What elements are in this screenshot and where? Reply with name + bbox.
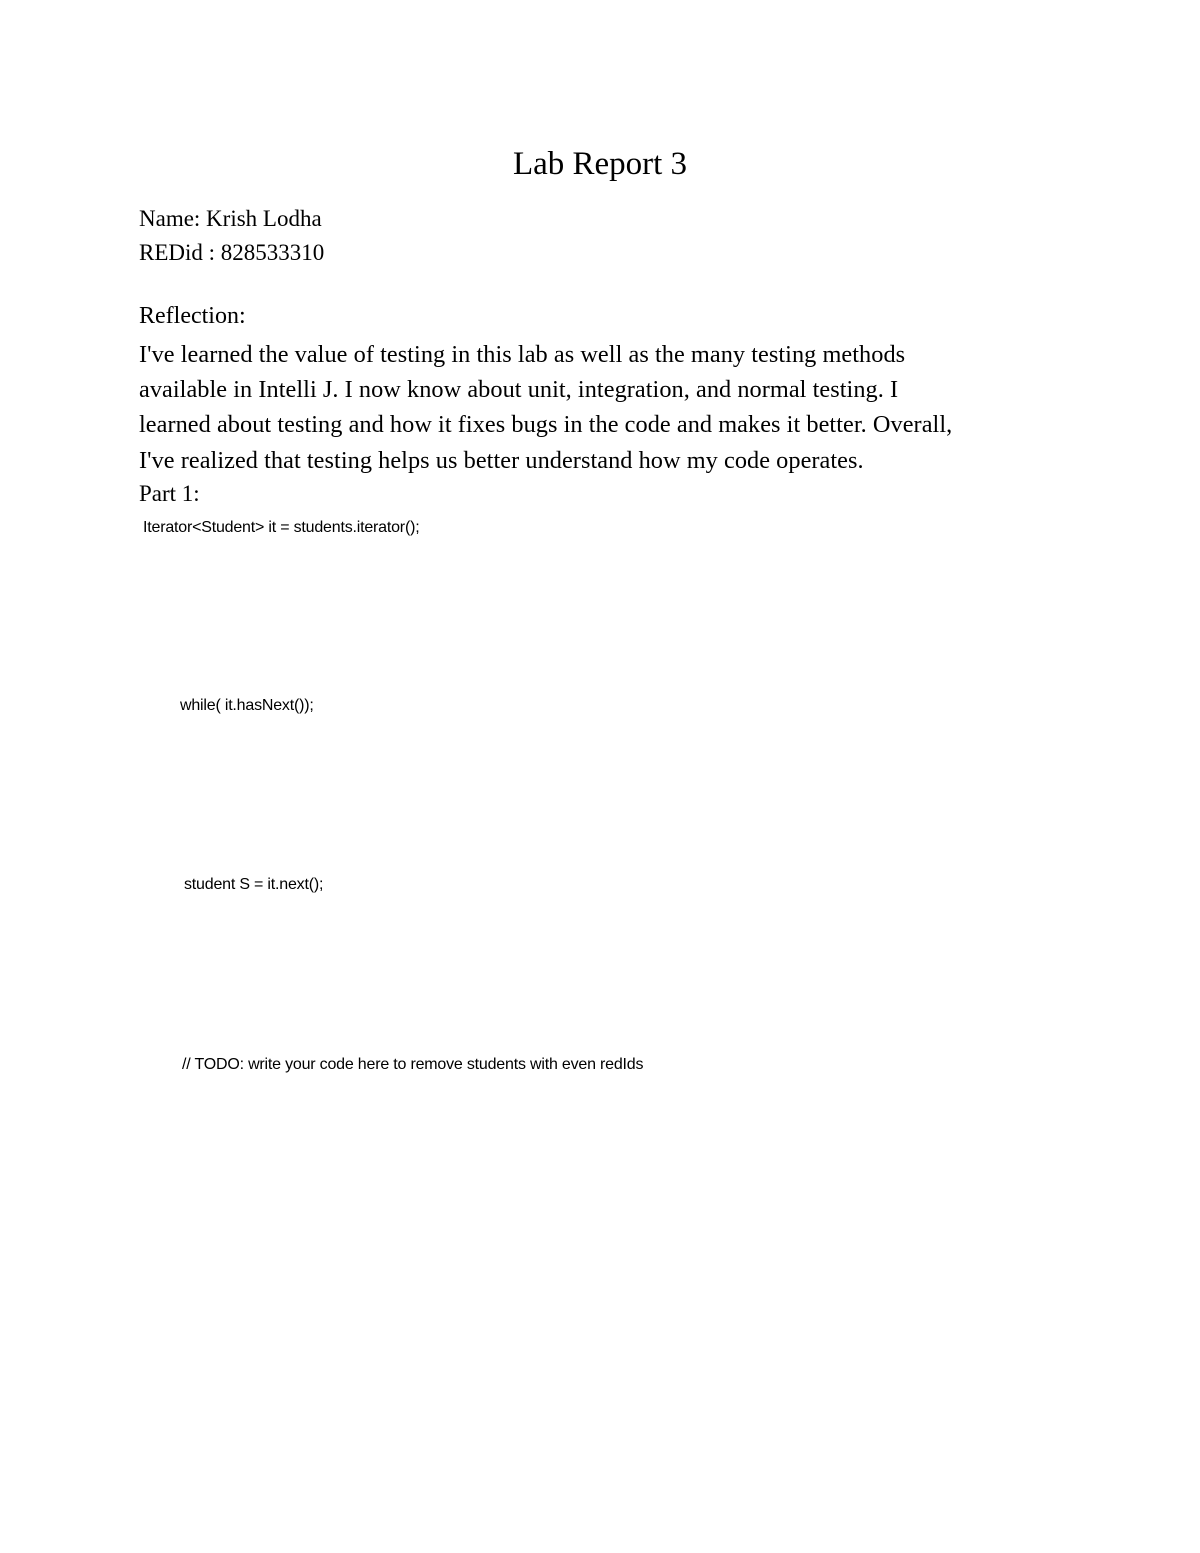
reflection-line: I've realized that testing helps us better understand how my code operates. bbox=[139, 447, 864, 474]
code-line: while( it.hasNext()); bbox=[180, 697, 314, 714]
document-title: Lab Report 3 bbox=[512, 146, 688, 182]
reflection-line: available in Intelli J. I now know about unit, integration, and normal testing. I bbox=[139, 376, 899, 403]
reflection-line: learned about testing and how it fixes bugs in the code and makes it better. Overall, bbox=[139, 411, 953, 438]
part-heading: Part 1: bbox=[139, 481, 200, 506]
reflection-heading: Reflection: bbox=[139, 303, 246, 329]
code-comment: // TODO: write your code here to remove students with even redIds bbox=[182, 1056, 644, 1073]
student-name: Name: Krish Lodha bbox=[139, 206, 322, 231]
code-line: student S = it.next(); bbox=[184, 876, 324, 893]
reflection-line: I've learned the value of testing in this lab as well as the many testing methods bbox=[139, 341, 906, 368]
code-line: Iterator<Student> it = students.iterator(); bbox=[143, 519, 420, 536]
student-redid: REDid : 828533310 bbox=[139, 240, 325, 265]
